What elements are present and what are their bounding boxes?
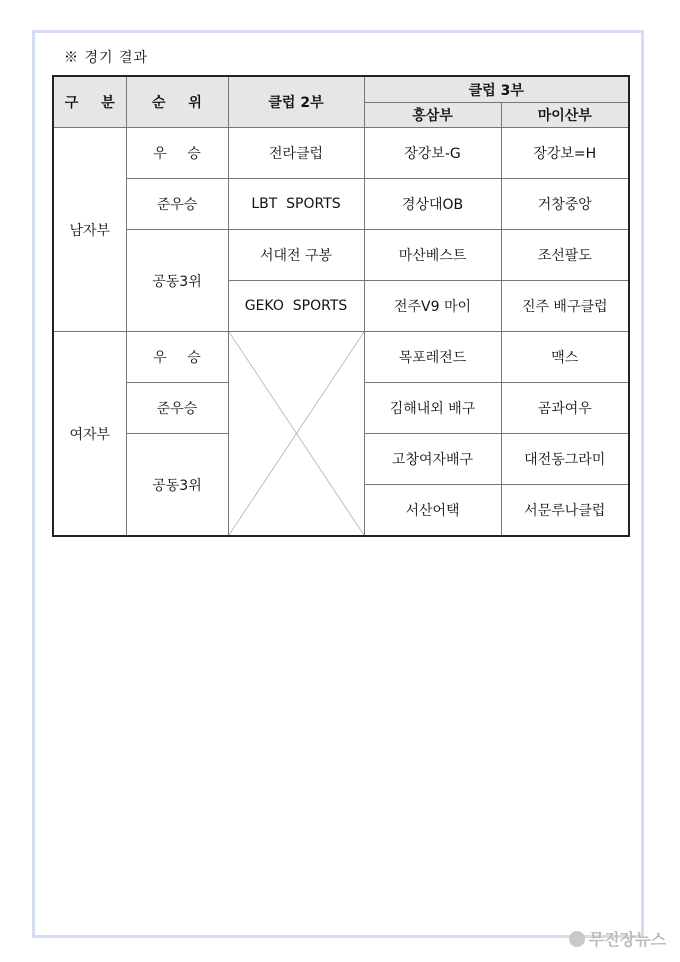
rank-cell: 우 승	[126, 128, 228, 179]
table-row	[53, 128, 629, 179]
maisan-cell: 조선팔도	[501, 230, 629, 281]
table-row	[53, 230, 629, 281]
hongsam-cell: 고창여자배구	[364, 434, 501, 485]
division-men: 남자부	[53, 128, 126, 332]
club2-cell: 전라클럽	[228, 128, 364, 179]
header-club3-hongsam: 홍삼부	[364, 103, 501, 128]
rank-cell: 공동3위	[126, 230, 228, 332]
hongsam-cell: 경상대OB	[364, 179, 501, 230]
maisan-cell: 대전동그라미	[501, 434, 629, 485]
club2-cell: 서대전 구봉	[228, 230, 364, 281]
table-row	[53, 179, 629, 230]
header-club3: 클럽 3부	[364, 76, 629, 103]
section-title: ※ 경기 결과	[64, 50, 148, 66]
hongsam-cell: 장강보-G	[364, 128, 501, 179]
hongsam-cell: 김해내외 배구	[364, 383, 501, 434]
header-club3-maisan: 마이산부	[501, 103, 629, 128]
rank-cell: 준우승	[126, 383, 228, 434]
header-club2: 클럽 2부	[228, 76, 364, 128]
logo-icon	[569, 931, 585, 947]
rank-cell: 준우승	[126, 179, 228, 230]
maisan-cell: 장강보=H	[501, 128, 629, 179]
division-women: 여자부	[53, 332, 126, 537]
watermark-text: 무진장뉴스	[588, 930, 666, 949]
rank-cell: 공동3위	[126, 434, 228, 537]
maisan-cell: 서문루나클럽	[501, 485, 629, 537]
header-row	[53, 76, 629, 103]
results-table	[52, 75, 630, 537]
club2-cell: GEKO SPORTS	[228, 281, 364, 332]
club2-cell: LBT SPORTS	[228, 179, 364, 230]
maisan-cell: 맥스	[501, 332, 629, 383]
hongsam-cell: 마산베스트	[364, 230, 501, 281]
watermark	[569, 927, 666, 950]
table-row	[53, 332, 629, 383]
maisan-cell: 진주 배구클럽	[501, 281, 629, 332]
hongsam-cell: 목포레전드	[364, 332, 501, 383]
cross-out-mark	[229, 332, 364, 535]
maisan-cell: 거창중앙	[501, 179, 629, 230]
header-division: 구 분	[53, 76, 126, 128]
empty-crossed-cell	[228, 332, 364, 537]
header-rank: 순 위	[126, 76, 228, 128]
hongsam-cell: 서산어택	[364, 485, 501, 537]
hongsam-cell: 전주V9 마이	[364, 281, 501, 332]
maisan-cell: 곰과여우	[501, 383, 629, 434]
rank-cell: 우 승	[126, 332, 228, 383]
